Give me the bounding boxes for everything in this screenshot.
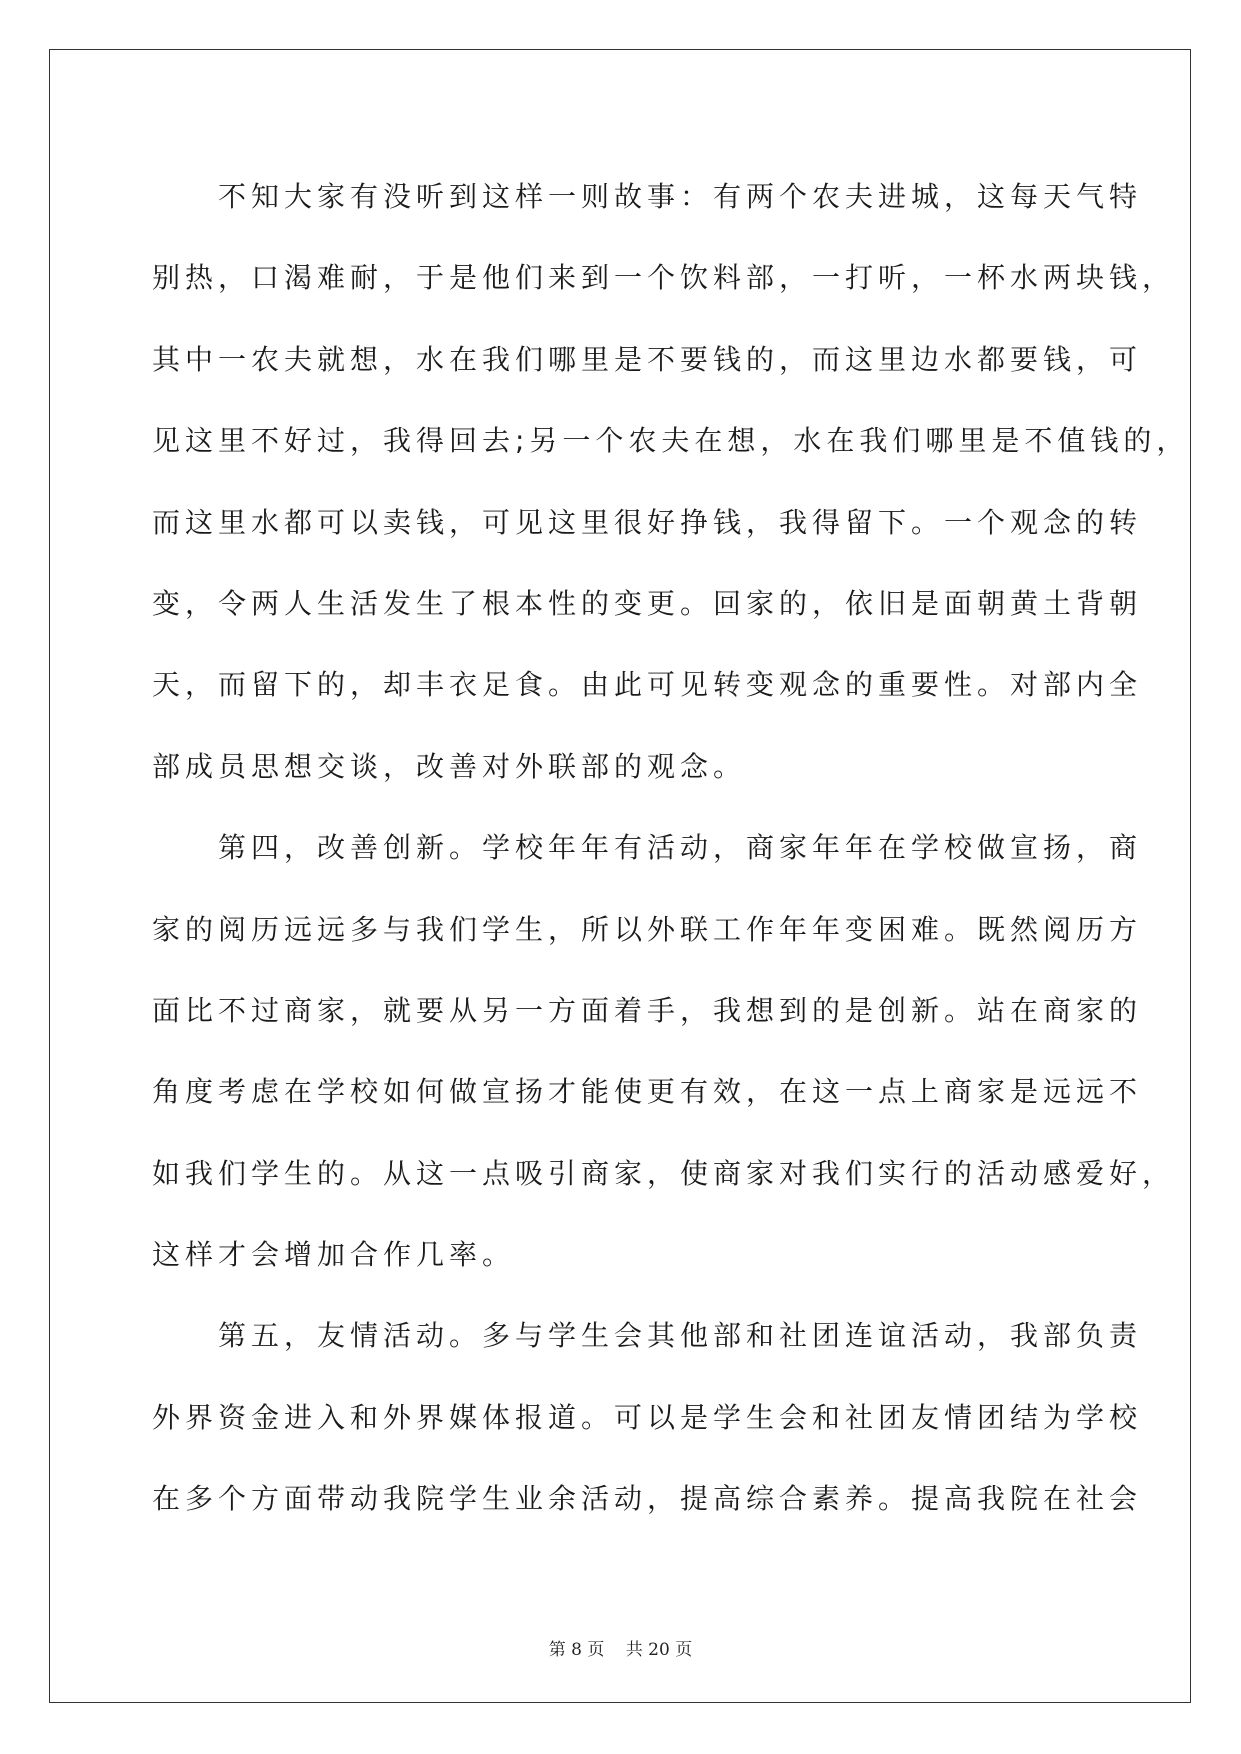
text-line: 部成员思想交谈，改善对外联部的观念。 [152, 749, 747, 783]
text-line: 而这里水都可以卖钱，可见这里很好挣钱，我得留下。一个观念的转 [152, 505, 1143, 539]
text-line: 别热，口渴难耐，于是他们来到一个饮料部，一打听，一杯水两块钱， [152, 261, 1176, 295]
page-number: 第 8 页 [548, 1640, 605, 1660]
text-line: 如我们学生的。从这一点吸引商家，使商家对我们实行的活动感爱好， [152, 1156, 1176, 1190]
text-line: 其中一农夫就想，水在我们哪里是不要钱的，而这里边水都要钱，可 [152, 342, 1143, 376]
text-line: 第五，友情活动。多与学生会其他部和社团连谊活动，我部负责 [152, 1319, 1143, 1353]
text-line: 在多个方面带动我院学生业余活动，提高综合素养。提高我院在社会 [152, 1482, 1143, 1516]
text-line: 不知大家有没听到这样一则故事：有两个农夫进城，这每天气特 [152, 180, 1143, 213]
text-line: 变，令两人生活发生了根本性的变更。回家的，依旧是面朝黄土背朝 [152, 586, 1143, 620]
text-line: 家的阅历远远多与我们学生，所以外联工作年年变困难。既然阅历方 [152, 912, 1143, 946]
text-line: 第四，改善创新。学校年年有活动，商家年年在学校做宣扬，商 [152, 831, 1143, 865]
text-line: 外界资金进入和外界媒体报道。可以是学生会和社团友情团结为学校 [152, 1400, 1143, 1434]
text-line: 面比不过商家，就要从另一方面着手，我想到的是创新。站在商家的 [152, 993, 1143, 1027]
text-line: 见这里不好过，我得回去;另一个农夫在想，水在我们哪里是不值钱的， [152, 424, 1190, 458]
page-footer [0, 1635, 1241, 1660]
text-line: 角度考虑在学校如何做宣扬才能使更有效，在这一点上商家是远远不 [152, 1075, 1143, 1109]
page-total: 共 20 页 [625, 1640, 693, 1660]
text-line: 这样才会增加合作几率。 [152, 1238, 516, 1272]
document-body [152, 156, 1190, 1540]
text-line: 天，而留下的，却丰衣足食。由此可见转变观念的重要性。对部内全 [152, 668, 1143, 702]
